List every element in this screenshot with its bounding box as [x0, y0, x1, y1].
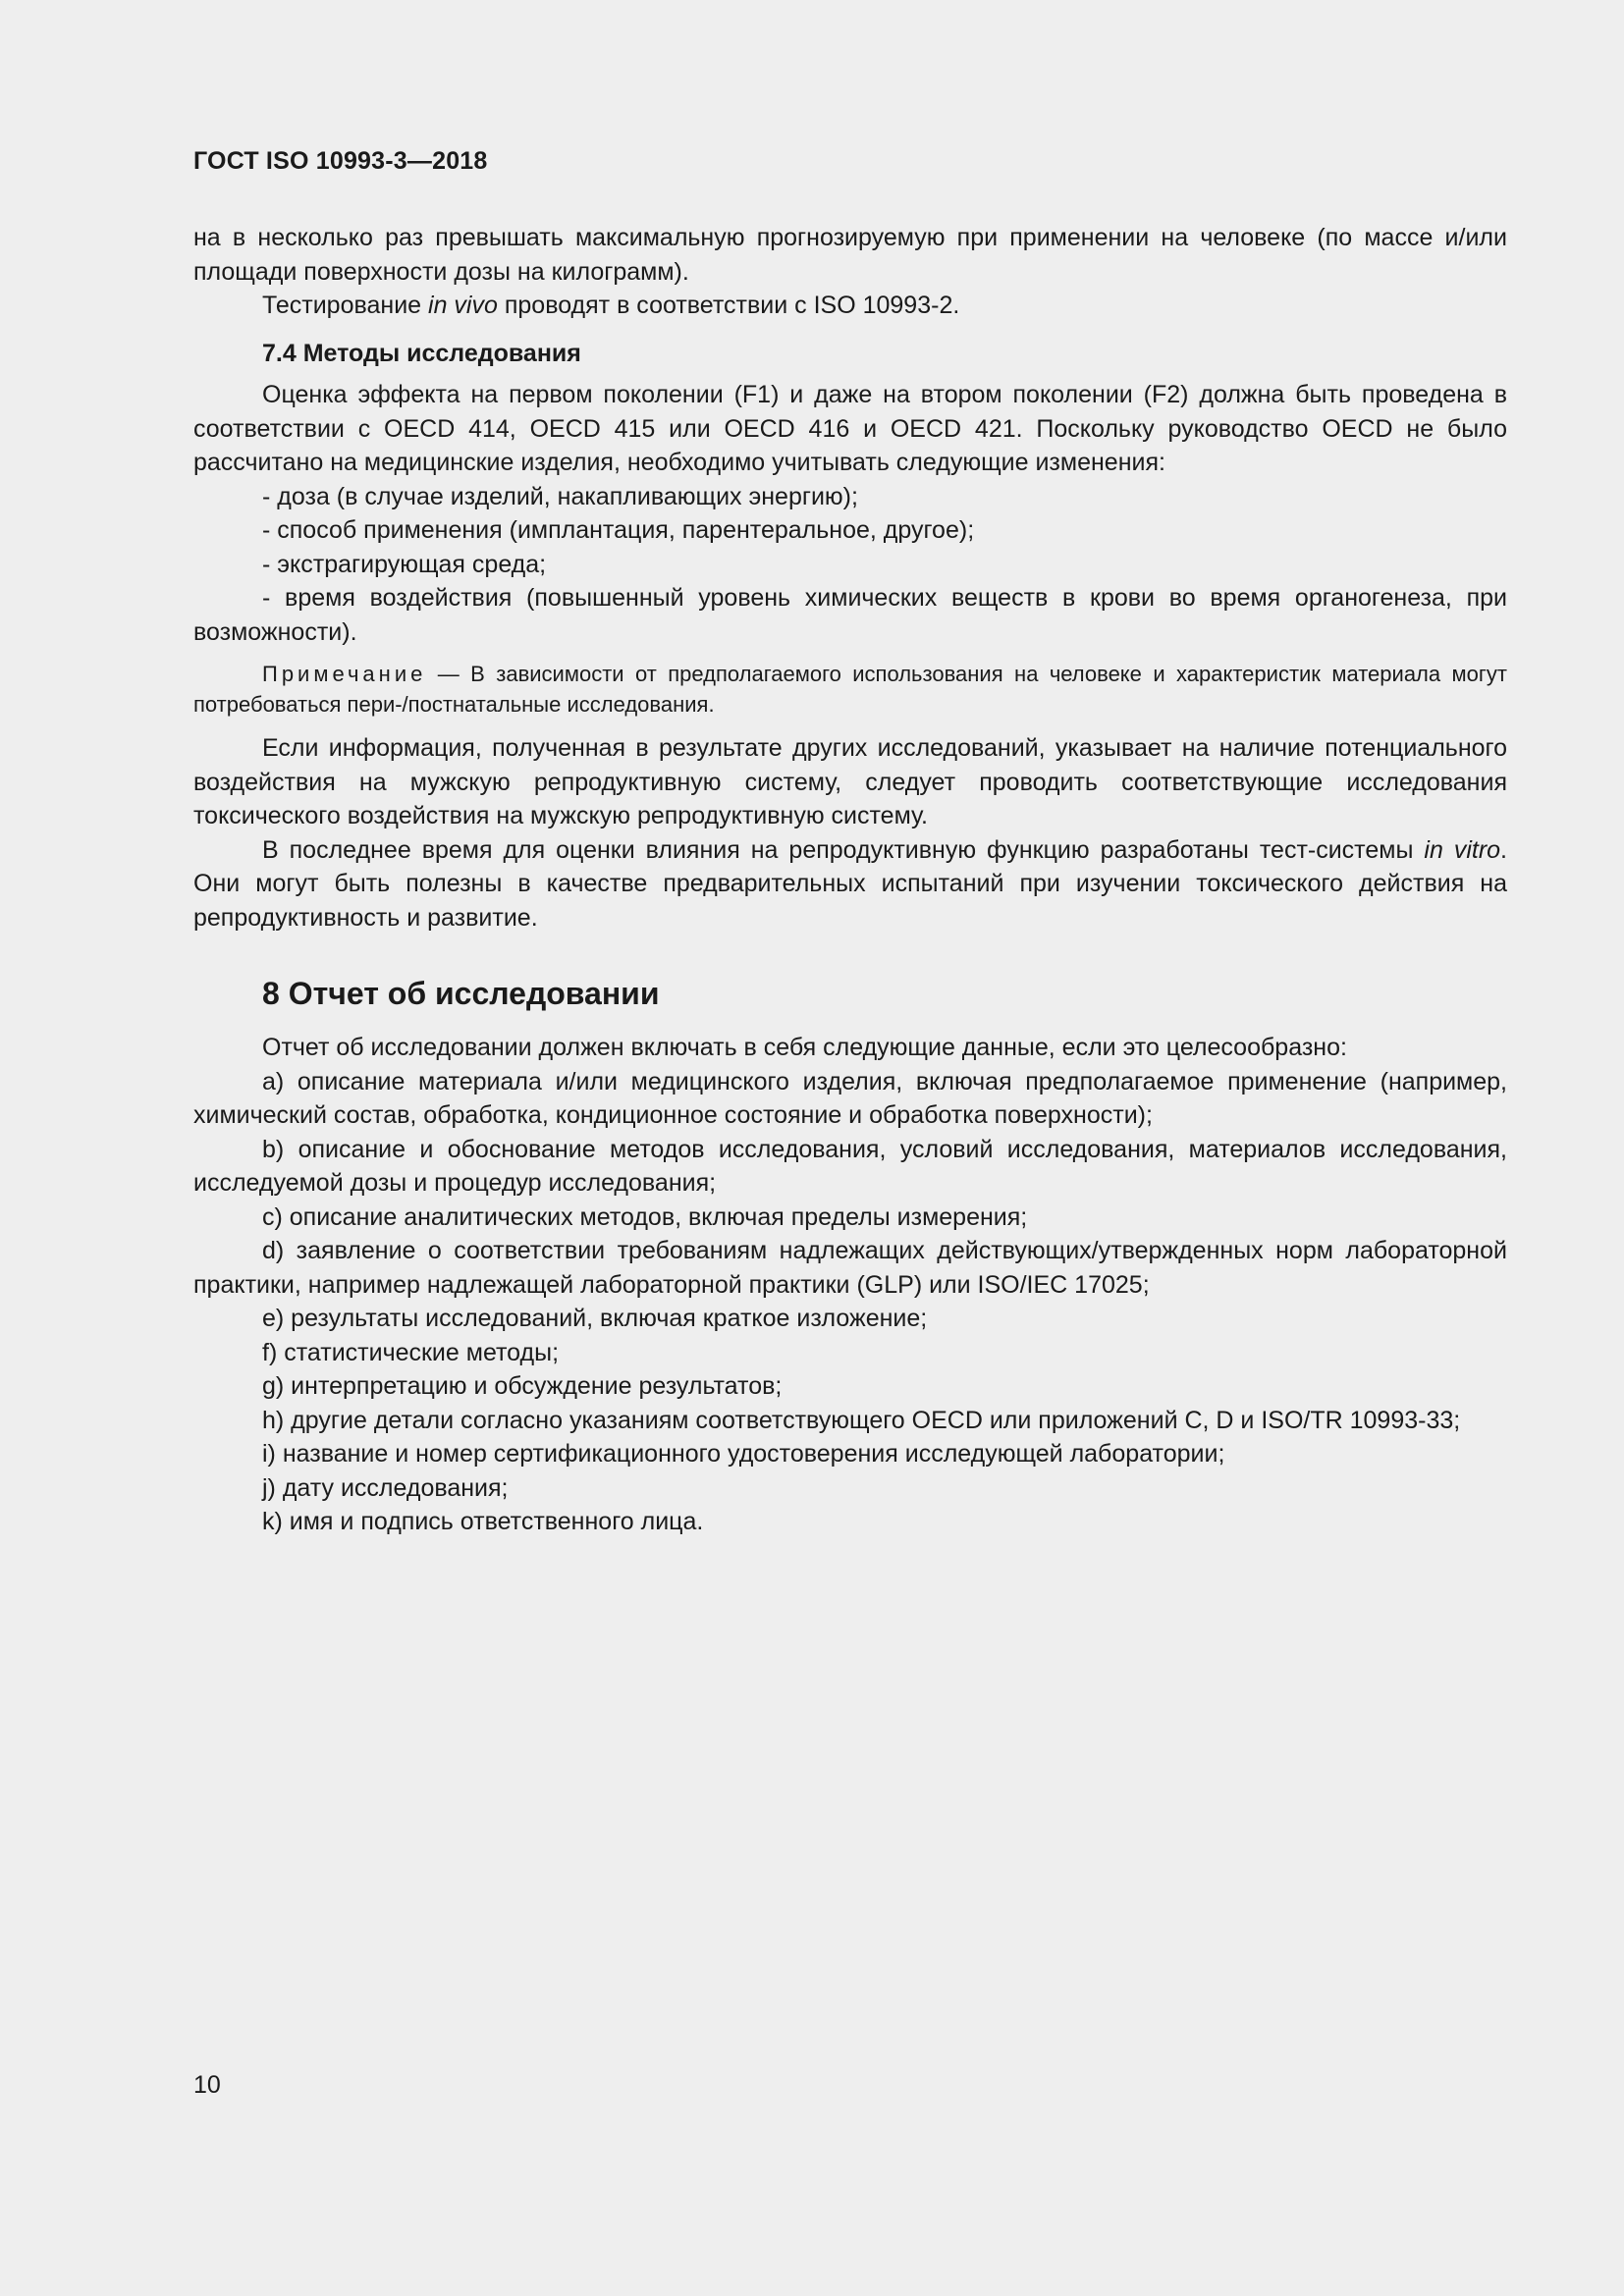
text-fragment: . Они могут быть полезны в качестве предварительных испытаний при изучении токсического действия на репродуктивность и развитие. [193, 835, 1507, 932]
list-item: - способ применения (имплантация, парентеральное, другое); [262, 516, 975, 544]
list-item: - время воздействия (повышенный уровень химических веществ в крови во время органогенеза, при возможности). [193, 584, 1507, 646]
intro-paragraph-continued: на в несколько раз превышать максимальную прогнозируемую при применении на человеке (по массе и/или площади поверхности дозы на килограмм). [193, 224, 1507, 286]
list-item: e) результаты исследований, включая краткое изложение; [262, 1305, 928, 1332]
list-item: d) заявление о соответствии требованиям надлежащих действующих/утвержденных норм лабораторной практики, например надлежащей лабораторной практики (GLP) или ISO/IEC 17025; [193, 1237, 1507, 1299]
list-item: - экстрагирующая среда; [262, 550, 547, 578]
list-item: i) название и номер сертификационного удостоверения исследующей лаборатории; [262, 1440, 1225, 1468]
text-fragment: Тестирование [262, 292, 429, 319]
note-text: — В зависимости от предполагаемого использования на человеке и характеристик материала могут потребоваться пери-/постнатальные исследования. [193, 662, 1507, 717]
document-header: ГОСТ ISO 10993-3—2018 [193, 147, 488, 175]
list-item: j) дату исследования; [262, 1473, 509, 1502]
page-number: 10 [193, 2071, 221, 2099]
section-7-4-paragraph-2: Если информация, полученная в результате других исследований, указывает на наличие потенциального воздействия на мужскую репродуктивную систему, следует проводить соответствующие исследования токсического воздействия на мужскую репродуктивную систему. [193, 734, 1507, 829]
section-7-4-heading: 7.4 Методы исследования [262, 339, 581, 367]
list-item: k) имя и подпись ответственного лица. [262, 1508, 704, 1535]
text-fragment: В последнее время для оценки влияния на репродуктивную функцию разработаны тест-системы [262, 835, 1425, 864]
list-item: - доза (в случае изделий, накапливающих энергию); [262, 482, 858, 510]
list-item: f) статистические методы; [262, 1338, 560, 1366]
section-7-4-paragraph-1: Оценка эффекта на первом поколении (F1) и даже на втором поколении (F2) должна быть проведена в соответствии с OECD 414, OECD 415 или OECD 416 и OECD 421. Поскольку руководство OECD не было рассчитано на медицинские изделия, необходимо учитывать следующие изменения: [193, 381, 1507, 476]
section-7-4-paragraph-3 [193, 833, 1507, 935]
list-item: b) описание и обоснование методов исследования, условий исследования, материалов исследования, исследуемой дозы и процедур исследования; [193, 1135, 1507, 1197]
list-item: c) описание аналитических методов, включая пределы измерения; [262, 1202, 1028, 1231]
list-item: h) другие детали согласно указаниям соответствующего OECD или приложений C, D и ISO/TR 10993-33; [262, 1406, 1461, 1434]
section-8-heading: 8 Отчет об исследовании [262, 976, 660, 1011]
italic-term: in vivo [428, 292, 498, 319]
text-fragment: проводят в соответствии с ISO 10993-2. [497, 292, 960, 319]
list-item: a) описание материала и/или медицинского изделия, включая предполагаемое применение (например, химический состав, обработка, кондиционное состояние и обработка поверхности); [193, 1067, 1507, 1129]
italic-term: in vitro [1424, 835, 1501, 864]
list-item: g) интерпретацию и обсуждение результатов; [262, 1372, 783, 1400]
intro-paragraph-in-vivo [193, 289, 1507, 323]
note-label: Примечание [262, 662, 427, 686]
note [193, 659, 1507, 720]
section-8-intro: Отчет об исследовании должен включать в себя следующие данные, если это целесообразно: [262, 1034, 1347, 1061]
document-body [193, 221, 1507, 1539]
